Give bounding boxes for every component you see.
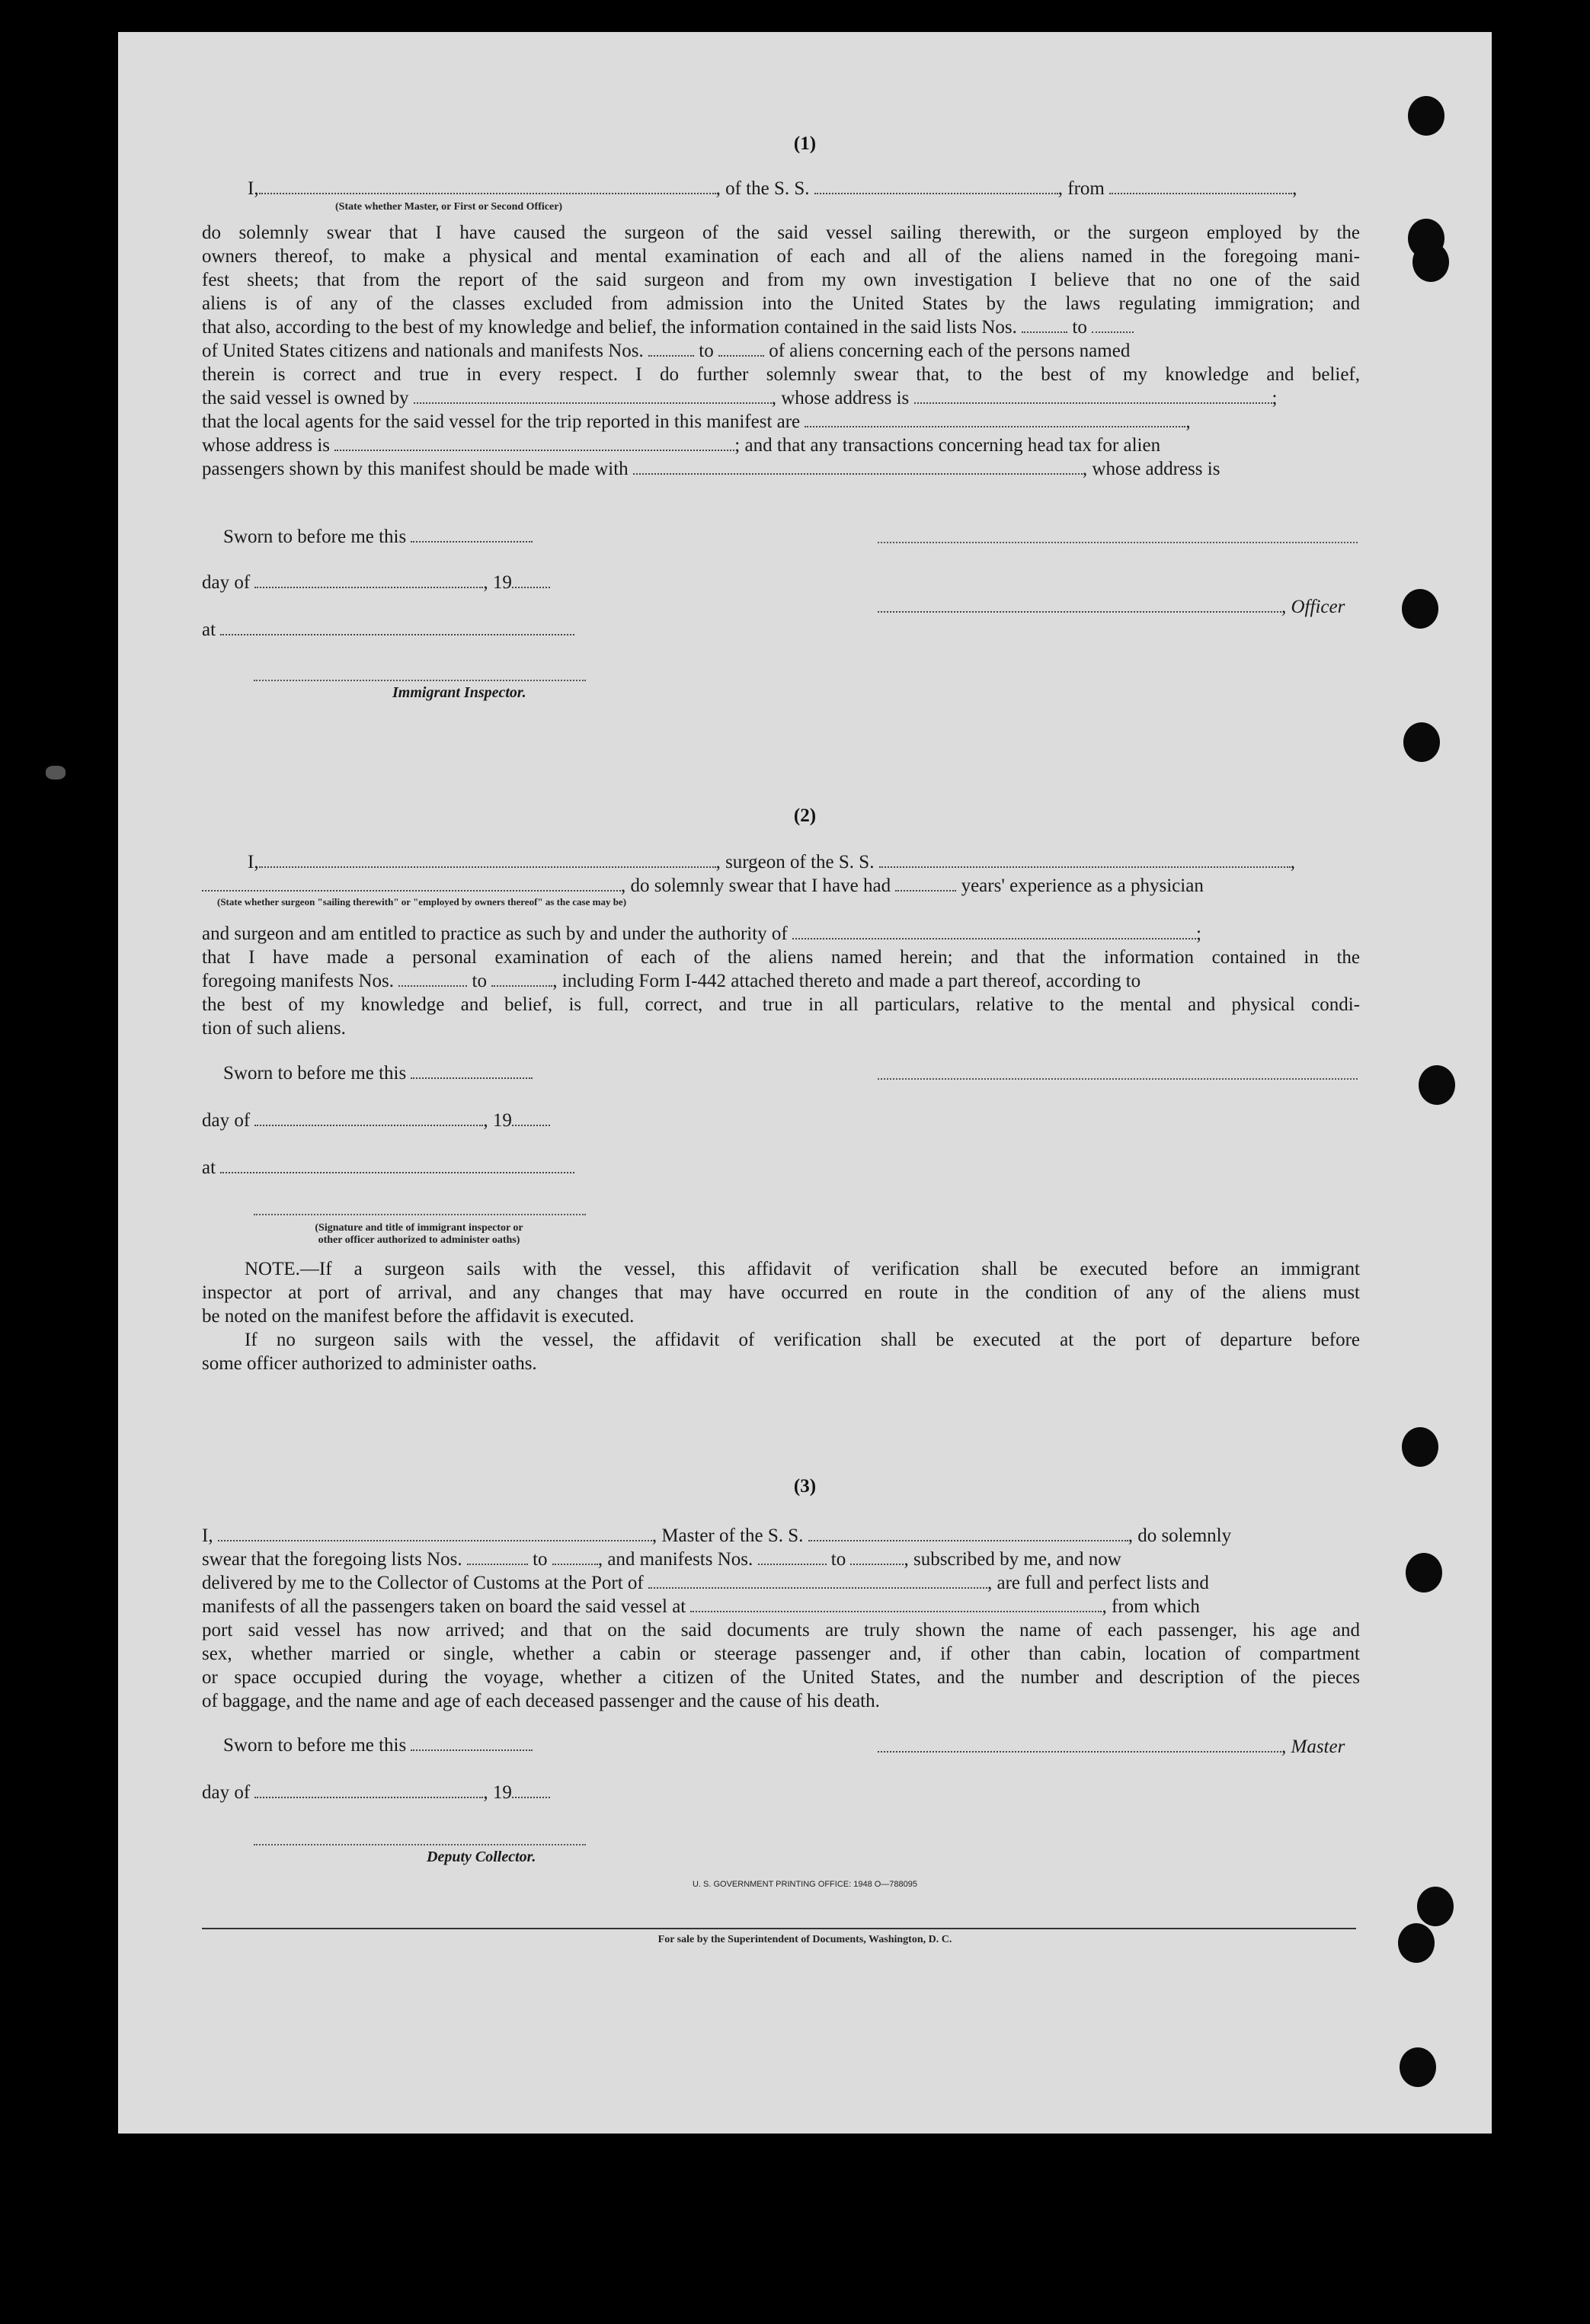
punch-hole — [1402, 589, 1438, 629]
s1-at-label: at — [202, 619, 574, 641]
punch-hole — [1412, 242, 1449, 282]
s1-body-2: owners thereof, to make a physical and mental examination of each and all of the aliens named in the foregoing mani- — [202, 246, 1360, 267]
s2-surgeon-note: (State whether surgeon "sailing therewith" or "employed by owners thereof" as the case may be) — [217, 896, 627, 908]
s1-officer-note: (State whether Master, or First or Second Officer) — [335, 201, 563, 213]
s1-inspector-line — [254, 680, 586, 681]
s1-body-6: of United States citizens and nationals and manifests Nos. to of aliens concerning each of the persons named — [202, 341, 1131, 361]
s1-officer-label: , Officer — [878, 596, 1345, 618]
s3-line-2: swear that the foregoing lists Nos. to , and manifests Nos. to , subscribed by me, and now — [202, 1549, 1121, 1570]
s2-line-5: foregoing manifests Nos. to , including Form I-442 attached thereto and made a part thereof, according to — [202, 971, 1141, 991]
punch-hole — [1417, 1887, 1454, 1926]
punch-hole — [1419, 1065, 1455, 1105]
s2-surgeon-signature-line — [878, 1078, 1358, 1080]
punch-hole — [1406, 1553, 1442, 1593]
section-1-number: (1) — [793, 133, 817, 154]
s3-line-4: manifests of all the passengers taken on board the said vessel at , from which — [202, 1596, 1200, 1617]
s3-day-label: day of , 19 — [202, 1781, 550, 1804]
s3-master-label: , Master — [878, 1736, 1345, 1758]
s2-line-1: I, , surgeon of the S. S. , — [248, 852, 1295, 872]
s1-sworn-label: Sworn to before me this — [223, 526, 533, 548]
s2-line-2: , do solemnly swear that I have had years' experience as a physician — [202, 874, 1360, 898]
s3-sworn-label: Sworn to before me this — [223, 1734, 533, 1756]
punch-hole — [1403, 722, 1440, 762]
s2-note-3: be noted on the manifest before the affidavit is executed. — [202, 1306, 635, 1327]
s3-body-1: port said vessel has now arrived; and that on the said documents are truly shown the name of each passenger, his age and — [202, 1620, 1360, 1641]
s1-body-4: aliens is of any of the classes excluded from admission into the United States by the laws regulating immigration; and — [202, 293, 1360, 314]
s3-line-1: I, , Master of the S. S. , do solemnly — [202, 1525, 1232, 1546]
s2-note-4: If no surgeon sails with the vessel, the affidavit of verification shall be executed at the port of departure before — [245, 1330, 1360, 1350]
section-3-number: (3) — [793, 1476, 817, 1497]
punch-hole — [1408, 96, 1444, 136]
section-2-number: (2) — [793, 805, 817, 826]
s2-line-6: the best of my knowledge and belief, is full, correct, and true in all particulars, relative to the mental and physical condi- — [202, 994, 1360, 1015]
s1-body-9: that the local agents for the said vessel for the trip reported in this manifest are , — [202, 411, 1191, 432]
s3-body-3: or space occupied during the voyage, whether a citizen of the United States, and the number and description of the pieces — [202, 1667, 1360, 1688]
s1-body-10: whose address is ; and that any transactions concerning head tax for alien — [202, 435, 1161, 456]
s1-inspector-label: Immigrant Inspector. — [392, 684, 526, 701]
gpo-imprint: U. S. GOVERNMENT PRINTING OFFICE: 1948 O—788095 — [692, 1880, 918, 1889]
s3-body-2: sex, whether married or single, whether a cabin or steerage passenger and, if other than cabin, location of compartment — [202, 1644, 1360, 1664]
s2-note-5: some officer authorized to administer oaths. — [202, 1353, 537, 1374]
s2-note-2: inspector at port of arrival, and any changes that may have occurred en route in the condition of any of the aliens must — [202, 1282, 1360, 1303]
s1-body-11: passengers shown by this manifest should be made with , whose address is — [202, 459, 1220, 479]
punch-hole — [1402, 1427, 1438, 1467]
s1-signature-line — [878, 542, 1358, 543]
footer-rule — [202, 1928, 1356, 1929]
s2-line-3: and surgeon and am entitled to practice as such by and under the authority of ; — [202, 924, 1201, 944]
s1-body-8: the said vessel is owned by , whose address is ; — [202, 388, 1278, 408]
s2-sig-note-2: other officer authorized to administer oaths) — [318, 1234, 520, 1246]
s1-line-1: I, , of the S. S. , from , — [248, 178, 1297, 199]
s3-deputy-label: Deputy Collector. — [427, 1849, 536, 1865]
s1-body-1: do solemnly swear that I have caused the surgeon of the said vessel sailing therewith, or the surgeon employed by the — [202, 222, 1360, 243]
s3-line-3: delivered by me to the Collector of Customs at the Port of , are full and perfect lists and — [202, 1573, 1209, 1593]
s2-line-7: tion of such aliens. — [202, 1018, 346, 1039]
s2-note-1: NOTE.—If a surgeon sails with the vessel, this affidavit of verification shall be executed before an immigrant — [245, 1259, 1360, 1279]
edge-mark — [46, 766, 66, 779]
s2-day-label: day of , 19 — [202, 1109, 550, 1132]
s3-body-4: of baggage, and the name and age of each deceased passenger and the cause of his death. — [202, 1691, 880, 1711]
s1-body-7: therein is correct and true in every respect. I do further solemnly swear that, to the best of my knowledge and belief, — [202, 364, 1360, 385]
s2-line-4: that I have made a personal examination of each of the aliens named herein; and that the information contained in the — [202, 947, 1360, 968]
s1-day-label: day of , 19 — [202, 571, 550, 594]
s2-sworn-label: Sworn to before me this — [223, 1062, 533, 1084]
sale-notice: For sale by the Superintendent of Documents, Washington, D. C. — [657, 1934, 952, 1945]
s2-at-label: at — [202, 1157, 574, 1179]
punch-hole — [1400, 2047, 1436, 2087]
s1-body-5: that also, according to the best of my knowledge and belief, the information contained in the said lists Nos. to — [202, 315, 1360, 339]
s2-signature-line — [254, 1214, 586, 1215]
s1-body-3: fest sheets; that from the report of the said surgeon and from my own investigation I believe that no one of the said — [202, 270, 1360, 290]
s2-sig-note-1: (Signature and title of immigrant inspector or — [315, 1222, 523, 1234]
s3-deputy-line — [254, 1844, 586, 1845]
